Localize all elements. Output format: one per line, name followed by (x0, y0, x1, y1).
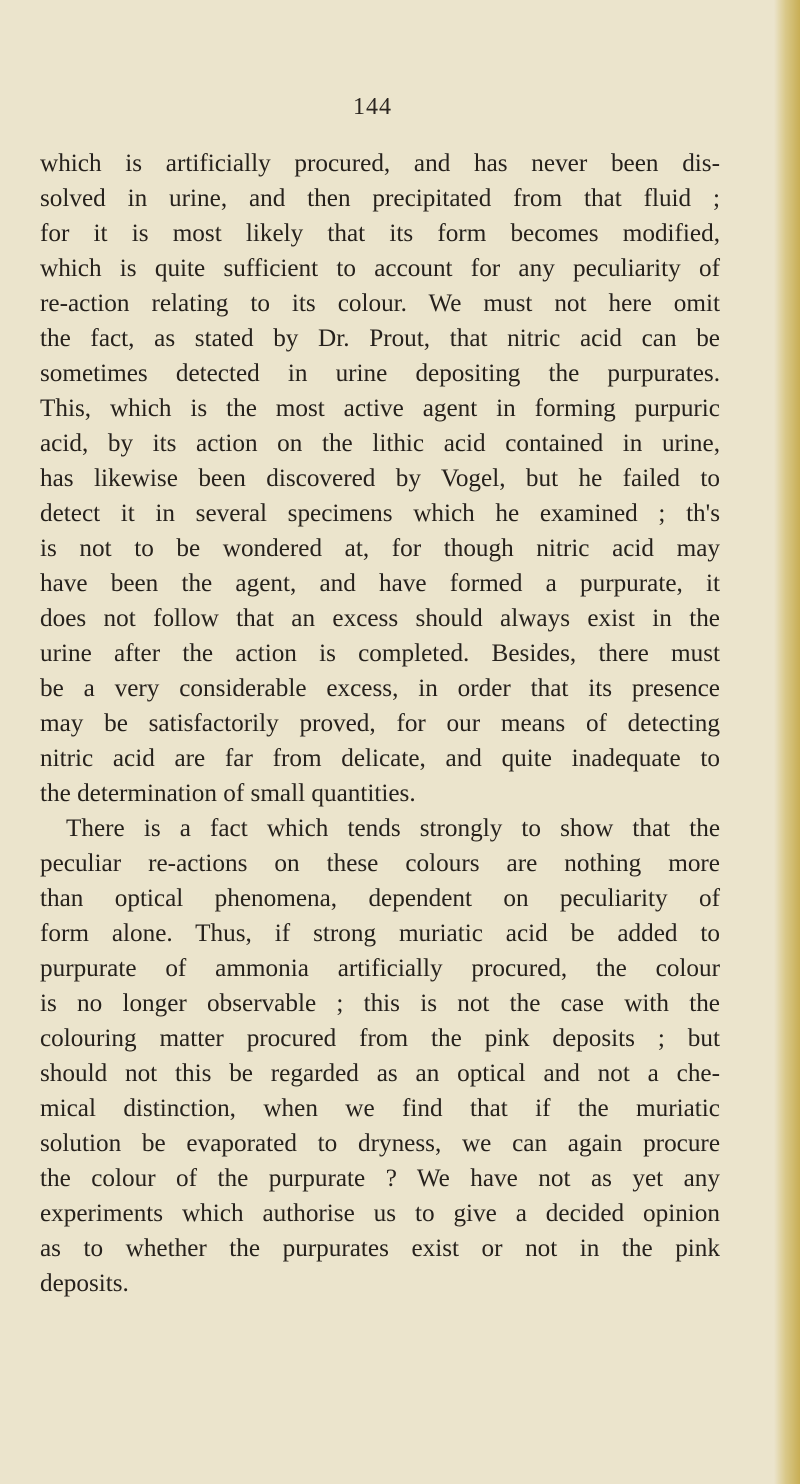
text-line: re-action relating to its colour. We must not here omit (40, 290, 720, 317)
text-line: is not to be wondered at, for though nitric acid may (40, 535, 720, 562)
text-line: may be satisfactorily proved, for our means of detecting (40, 710, 720, 737)
text-line: which is artificially procured, and has never been dis- (40, 150, 720, 177)
body-text (40, 146, 720, 1301)
text-line: as to whether the purpurates exist or not in the pink (40, 1235, 720, 1262)
text-line: which is quite sufficient to account for any peculiarity of (40, 255, 720, 282)
text-line: deposits. (40, 1270, 129, 1297)
text-line: This, which is the most active agent in forming purpuric (40, 395, 720, 422)
text-line: the fact, as stated by Dr. Prout, that nitric acid can be (40, 325, 720, 352)
text-line: for it is most likely that its form becomes modified, (40, 220, 720, 247)
text-line: be a very considerable excess, in order that its presence (40, 675, 720, 702)
text-line: There is a fact which tends strongly to show that the (66, 815, 720, 842)
text-line: sometimes detected in urine depositing the purpurates. (40, 360, 720, 387)
text-line: peculiar re-actions on these colours are nothing more (40, 850, 720, 877)
text-line: acid, by its action on the lithic acid contained in urine, (40, 430, 720, 457)
text-line: is no longer observable ; this is not the case with the (40, 990, 720, 1017)
page-number: 144 (353, 94, 392, 120)
text-line: detect it in several specimens which he examined ; th's (40, 500, 720, 527)
text-line: have been the agent, and have formed a purpurate, it (40, 570, 720, 597)
text-line: than optical phenomena, dependent on peculiarity of (40, 885, 720, 912)
text-line: the colour of the purpurate ? We have not as yet any (40, 1165, 720, 1192)
text-line: nitric acid are far from delicate, and quite inadequate to (40, 745, 720, 772)
text-line: the determination of small quantities. (40, 780, 416, 807)
text-line: colouring matter procured from the pink deposits ; but (40, 1025, 720, 1052)
text-line: does not follow that an excess should always exist in the (40, 605, 720, 632)
text-line: purpurate of ammonia artificially procured, the colour (40, 955, 720, 982)
text-line: experiments which authorise us to give a decided opinion (40, 1200, 720, 1227)
text-line: should not this be regarded as an optical and not a che- (40, 1060, 720, 1087)
text-line: mical distinction, when we find that if the muriatic (40, 1095, 720, 1122)
text-line: urine after the action is completed. Besides, there must (40, 640, 720, 667)
page-edge-shadow (774, 0, 800, 1484)
text-line: has likewise been discovered by Vogel, but he failed to (40, 465, 720, 492)
text-line: solution be evaporated to dryness, we can again procure (40, 1130, 720, 1157)
text-line: solved in urine, and then precipitated from that fluid ; (40, 185, 720, 212)
text-line: form alone. Thus, if strong muriatic acid be added to (40, 920, 720, 947)
